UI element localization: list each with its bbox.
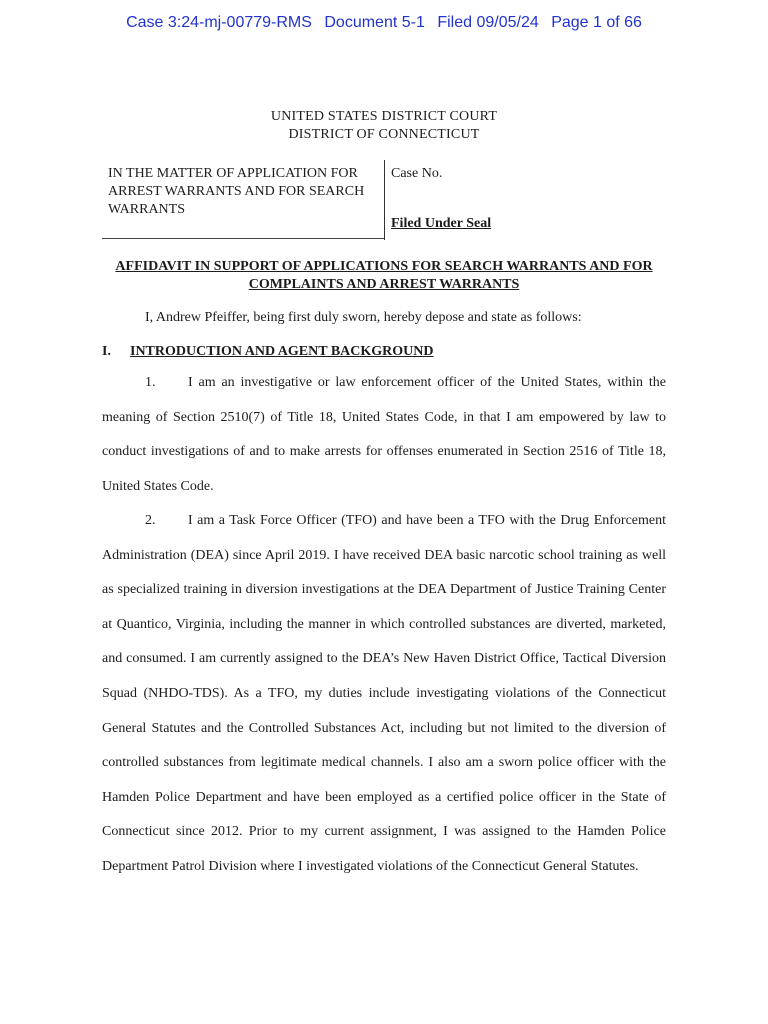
case-number: Case 3:24-mj-00779-RMS [126, 14, 312, 31]
paragraph-1 [102, 366, 666, 504]
filed-under-seal: Filed Under Seal [391, 216, 492, 231]
filed-date: Filed 09/05/24 [437, 14, 539, 31]
paragraph-number: 1. [145, 375, 156, 390]
section-title: INTRODUCTION AND AGENT BACKGROUND [130, 344, 434, 359]
caption-divider-horizontal [102, 238, 385, 239]
ecf-header-stamp [0, 14, 768, 32]
page-indicator: Page 1 of 66 [551, 14, 642, 31]
section-heading [102, 344, 434, 360]
court-heading [0, 108, 768, 144]
paragraph-text: I am an investigative or law enforcement officer of the United States, within the meaning of Section 2510(7) of Title 18, United States Code, in that I am empowered by law to conduct investigations of and to make arrests for offenses enumerated in Section 2516 of Title 18, United States Code. [102, 375, 666, 494]
caption-divider-vertical [384, 160, 385, 240]
court-district: DISTRICT OF CONNECTICUT [288, 127, 480, 142]
case-no-label: Case No. [391, 166, 443, 181]
document-title: AFFIDAVIT IN SUPPORT OF APPLICATIONS FOR SEARCH WARRANTS AND FOR COMPLAINTS AND ARREST WARRANTS [115, 259, 653, 292]
section-number: I. [102, 344, 111, 359]
document-number: Document 5-1 [324, 14, 425, 31]
caption-matter: IN THE MATTER OF APPLICATION FOR ARREST WARRANTS AND FOR SEARCH WARRANTS [108, 166, 365, 217]
paragraph-number: 2. [145, 513, 156, 528]
paragraph-2 [102, 504, 666, 885]
paragraph-text: I am a Task Force Officer (TFO) and have been a TFO with the Drug Enforcement Administration (DEA) since April 2019. I have received DEA basic narcotic school training as well as specialized training in diversion investigations at the DEA Department of Justice Training Center at Quantico, Virginia, including the manner in which controlled substances are diverted, marketed, and consumed. I am currently assigned to the DEA’s New Haven District Office, Tactical Diversion Squad (NHDO-TDS). As a TFO, my duties include investigating violations of the Connecticut General Statutes and the Controlled Substances Act, including but not limited to the diversion of controlled substances from legitimate medical channels. I also am a sworn police officer with the Hamden Police Department and have been employed as a certified police officer in the State of Connecticut since 2012. Prior to my current assignment, I was assigned to the Hamden Police Department Patrol Division where I investigated violations of the Connecticut General Statutes. [102, 513, 666, 874]
intro-statement: I, Andrew Pfeiffer, being first duly sworn, hereby depose and state as follows: [145, 310, 582, 325]
court-name: UNITED STATES DISTRICT COURT [270, 109, 498, 124]
